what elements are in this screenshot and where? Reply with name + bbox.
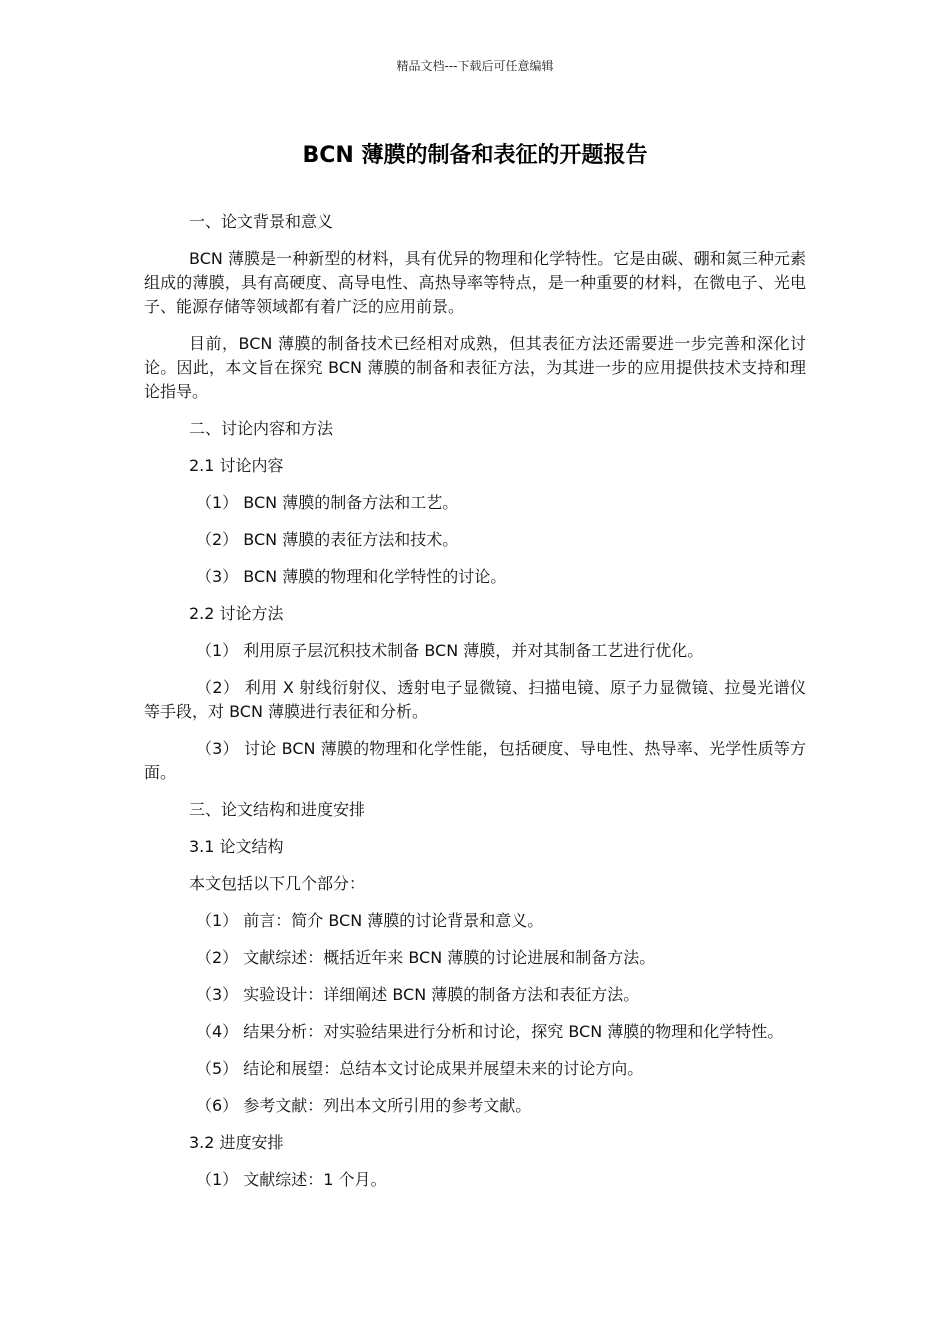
subsection-heading-schedule: 3.2 进度安排 — [189, 1133, 284, 1152]
list-item: （3） BCN 薄膜的物理和化学特性的讨论。 — [196, 567, 507, 586]
list-item: （3） 讨论 BCN 薄膜的物理和化学性能，包括硬度、导电性、热导率、光学性质等方面。 — [144, 739, 806, 782]
list-item: （1） BCN 薄膜的制备方法和工艺。 — [196, 493, 459, 512]
list-item: （6） 参考文献：列出本文所引用的参考文献。 — [196, 1096, 532, 1115]
list-item: （5） 结论和展望：总结本文讨论成果并展望未来的讨论方向。 — [196, 1059, 644, 1078]
body-paragraph: BCN 薄膜是一种新型的材料，具有优异的物理和化学特性。它是由碳、硼和氮三种元素组成的薄膜，具有高硬度、高导电性、高热导率等特点，是一种重要的材料，在微电子、光电子、能源存储等领域都有着广泛的应用前景。 — [144, 249, 806, 316]
section-heading-structure-schedule: 三、论文结构和进度安排 — [189, 800, 366, 819]
list-item: （1） 文献综述：1 个月。 — [196, 1170, 387, 1189]
list-item: （3） 实验设计：详细阐述 BCN 薄膜的制备方法和表征方法。 — [196, 985, 640, 1004]
body-paragraph: 目前，BCN 薄膜的制备技术已经相对成熟，但其表征方法还需要进一步完善和深化讨论。因此，本文旨在探究 BCN 薄膜的制备和表征方法，为其进一步的应用提供技术支持和理论指导。 — [144, 334, 806, 401]
list-item: （2） 利用 X 射线衍射仪、透射电子显微镜、扫描电镜、原子力显微镜、拉曼光谱仪等手段，对 BCN 薄膜进行表征和分析。 — [144, 678, 806, 721]
list-item: （1） 利用原子层沉积技术制备 BCN 薄膜，并对其制备工艺进行优化。 — [196, 641, 704, 660]
list-item: （2） BCN 薄膜的表征方法和技术。 — [196, 530, 459, 549]
page-header-note: 精品文档---下载后可任意编辑 — [396, 59, 554, 73]
subsection-heading-content: 2.1 讨论内容 — [189, 456, 284, 475]
list-item: （1） 前言：简介 BCN 薄膜的讨论背景和意义。 — [196, 911, 544, 930]
list-item: （2） 文献综述：概括近年来 BCN 薄膜的讨论进展和制备方法。 — [196, 948, 656, 967]
document-title: BCN 薄膜的制备和表征的开题报告 — [302, 143, 648, 168]
body-paragraph: 本文包括以下几个部分： — [189, 874, 366, 893]
list-item: （4） 结果分析：对实验结果进行分析和讨论，探究 BCN 薄膜的物理和化学特性。 — [196, 1022, 784, 1041]
section-heading-content-methods: 二、讨论内容和方法 — [189, 419, 334, 438]
subsection-heading-structure: 3.1 论文结构 — [189, 837, 284, 856]
subsection-heading-methods: 2.2 讨论方法 — [189, 604, 284, 623]
section-heading-background: 一、论文背景和意义 — [189, 212, 334, 231]
document-body — [144, 210, 806, 1205]
